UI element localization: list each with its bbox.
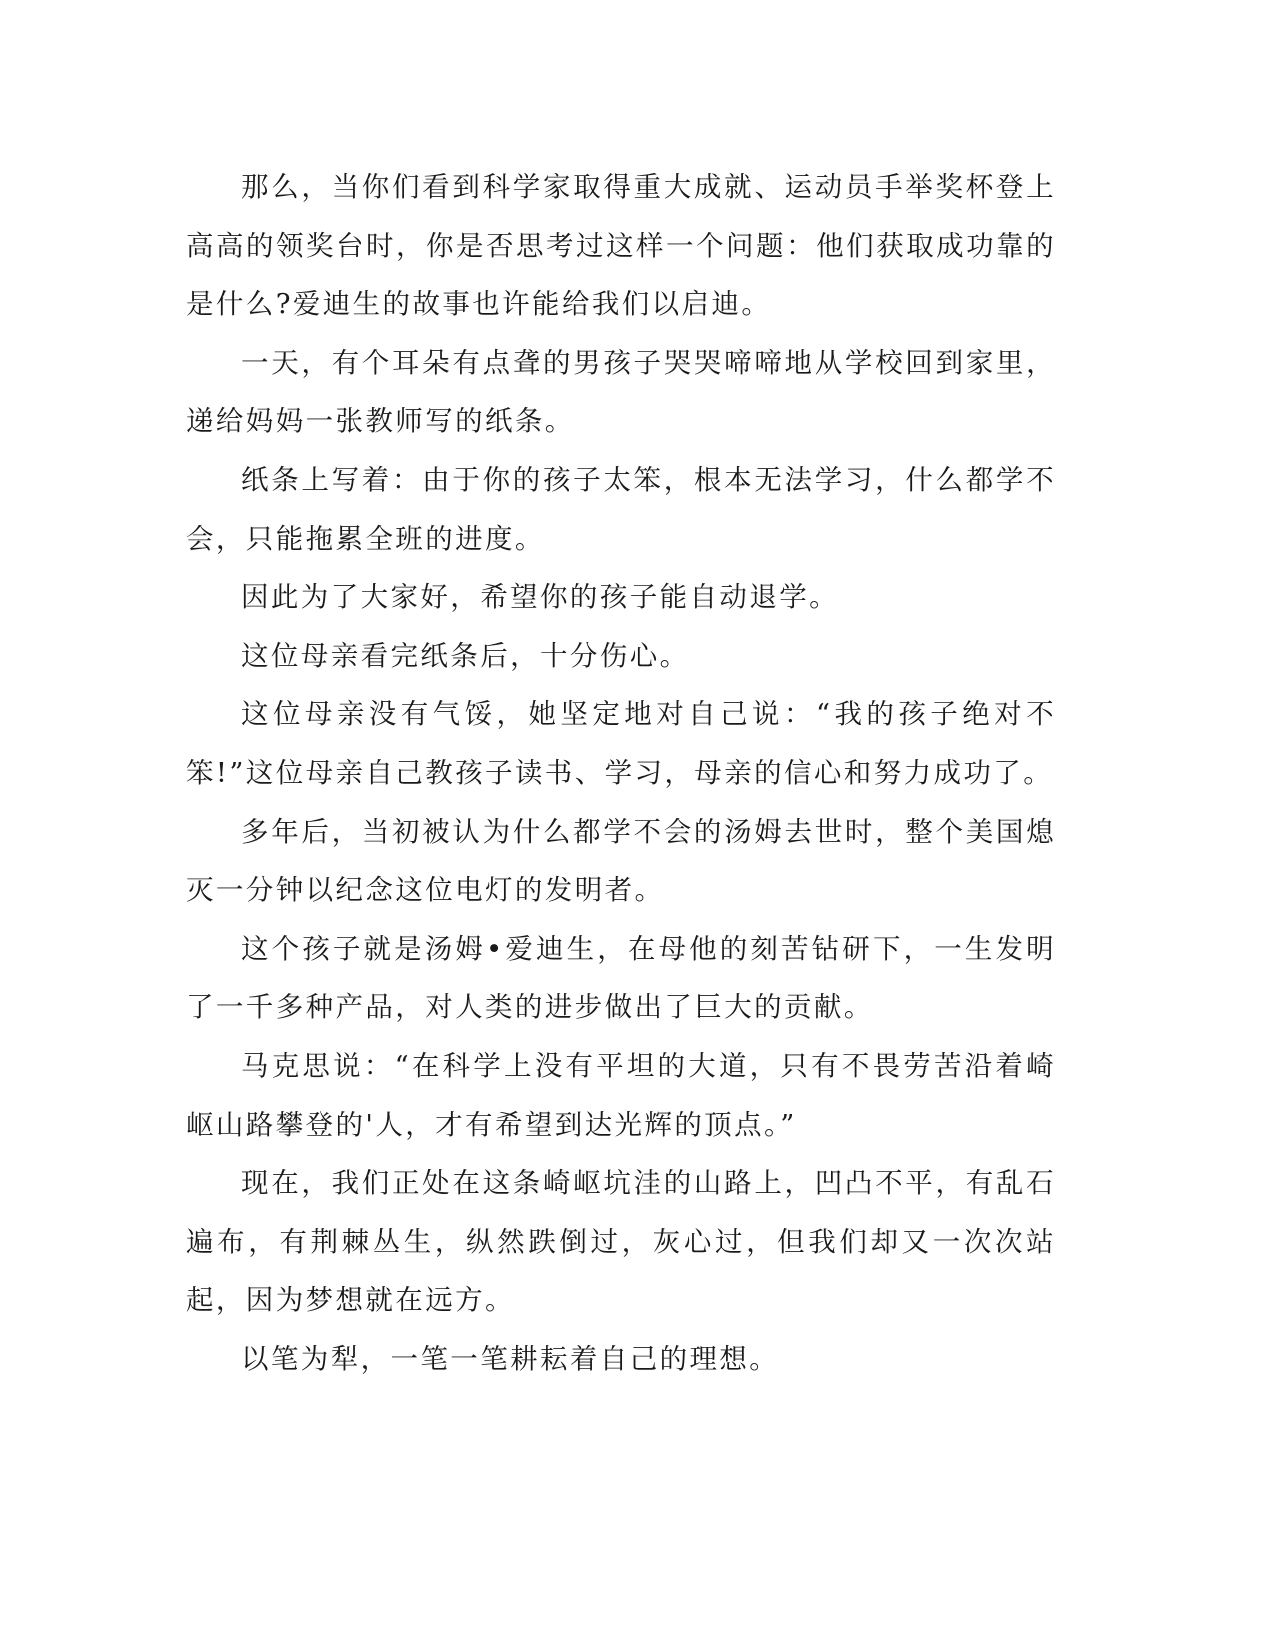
document-body bbox=[186, 158, 1056, 1388]
paragraph-8: 这个孩子就是汤姆•爱迪生，在母他的刻苦钻研下，一生发明了一千多种产品，对人类的进步做出了巨大的贡献。 bbox=[186, 932, 1056, 1024]
paragraph-6: 这位母亲没有气馁，她坚定地对自己说：“我的孩子绝对不笨!”这位母亲自己教孩子读书、学习，母亲的信心和努力成功了。 bbox=[186, 698, 1056, 789]
paragraph-3: 纸条上写着：由于你的孩子太笨，根本无法学习，什么都学不会，只能拖累全班的进度。 bbox=[186, 463, 1056, 555]
paragraph-4: 因此为了大家好，希望你的孩子能自动退学。 bbox=[241, 581, 839, 614]
paragraph-9: 马克思说：“在科学上没有平坦的大道，只有不畏劳苦沿着崎岖山路攀登的'人，才有希望到达光辉的顶点。” bbox=[186, 1049, 1056, 1141]
paragraph-7: 多年后，当初被认为什么都学不会的汤姆去世时，整个美国熄灭一分钟以纪念这位电灯的发明者。 bbox=[186, 815, 1056, 907]
paragraph-11: 以笔为犁，一笔一笔耕耘着自己的理想。 bbox=[241, 1342, 780, 1375]
paragraph-5: 这位母亲看完纸条后，十分伤心。 bbox=[241, 639, 690, 672]
paragraph-1: 那么，当你们看到科学家取得重大成就、运动员手举奖杯登上高高的领奖台时，你是否思考过这样一个问题：他们获取成功靠的是什么?爱迪生的故事也许能给我们以启迪。 bbox=[186, 171, 1056, 321]
paragraph-2: 一天，有个耳朵有点聋的男孩子哭哭啼啼地从学校回到家里，递给妈妈一张教师写的纸条。 bbox=[186, 346, 1056, 438]
paragraph-10: 现在，我们正处在这条崎岖坑洼的山路上，凹凸不平，有乱石遍布，有荆棘丛生，纵然跌倒过，灰心过，但我们却又一次次站起，因为梦想就在远方。 bbox=[186, 1167, 1056, 1317]
